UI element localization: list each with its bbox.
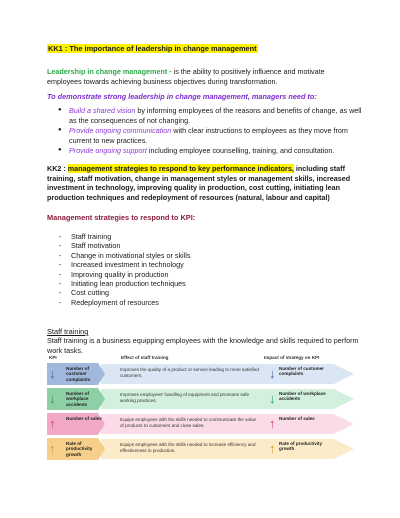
impact-cell [265,388,335,410]
up-arrow-icon: ↑ [269,441,276,456]
demonstrate-heading: To demonstrate strong leadership in change management, managers need to: [47,92,317,101]
leadership-definition-text: - is the ability to positively influence and motivate employees towards achieving business objectives during transformation. [47,67,325,86]
up-arrow-icon: ↑ [49,441,56,456]
impact-cell [265,438,335,460]
effect-text: Improves employees' handling of equipment and promotes safe working practices. [120,392,250,403]
up-arrow-icon: ↑ [269,416,276,431]
impact-label: Number of sales [279,416,315,421]
kk2-paragraph [47,164,367,202]
list-item: - Increased investment in technology [59,260,184,270]
table-row [47,438,354,460]
list-item: - Initiating lean production techniques [59,279,186,289]
leadership-definition [47,67,357,86]
impact-cell [265,363,335,385]
kk2-highlight: management strategies to respond to key performance indicators, [67,164,294,173]
table-row [47,363,354,385]
up-arrow-icon: ↑ [49,416,56,431]
table-header-impact: Impact of strategy on KPI [264,355,320,360]
bullet-icon: ● [58,107,62,113]
list-item: - Staff training [59,232,112,241]
impact-cell [265,413,335,435]
bullet-highlight: Provide ongoing support [69,145,147,155]
effect-text: Equips employees with the skills needed to increase efficiency and effectiveness in production. [120,442,256,453]
down-arrow-icon: ↓ [49,366,56,381]
list-item: - Cost cutting [59,288,109,298]
bullet-highlight: Provide ongoing communication [69,125,172,135]
kk2-label: KK2 : [47,164,66,173]
effect-text: Equips employees with the skills needed to communicate the value of products to customers and close sales. [120,417,257,428]
leadership-bullet-list [47,106,362,156]
table-header-effect: Effect of staff training [121,355,169,360]
bullet-text: with clear instructions to employees as they move from current to new practices. [69,125,348,145]
kpi-label: Rate of productivity growth [66,441,93,457]
list-item: - Change in motivational styles or skills [59,250,191,260]
impact-label: Number of workplace accidents [279,391,326,402]
table-row [47,388,354,410]
strategies-heading: Management strategies to respond to KPI: [47,213,196,222]
down-arrow-icon: ↓ [269,391,276,406]
list-item: - Staff motivation [59,241,121,251]
kpi-label: Number of customer complaints [66,366,91,382]
table-row [47,413,354,435]
bullet-text: by informing employees of the reasons and benefits of change, as well as the consequences of not changing. [69,106,362,125]
bullet-text: including employee counselling, training, and consultation. [146,145,335,155]
list-item: - Improving quality in production [59,269,169,279]
leadership-term: Leadership in change management [47,67,168,76]
list-item: - Redeployment of resources [59,297,159,307]
strategies-list [47,232,190,307]
bullet-icon: ● [58,146,62,153]
list-item [47,146,362,156]
effect-text: Improves the quality of a product or service leading to more satisfied customers. [120,367,259,378]
impact-label: Number of customer complaints [279,366,324,377]
bullet-highlight: Build a shared vision [69,106,136,115]
staff-training-heading: Staff training [47,327,89,336]
bullet-icon: ● [58,126,62,133]
impact-label: Rate of productivity growth [279,441,323,452]
kk1-heading: KK1 : The importance of leadership in change management [48,44,257,53]
table-header-kpi: KPI [49,355,57,360]
down-arrow-icon: ↓ [49,391,56,406]
kk2-text: including staff training, staff motivation, change in management styles or management skills, increased investment in technology, improving quality in production, cost cutting, initiating lean production techniques and redeployment of resources (natural, labour and capital) [47,164,351,202]
down-arrow-icon: ↓ [269,366,276,381]
kpi-label: Number of workplace accidents [66,391,89,407]
list-item [47,126,362,145]
staff-training-body: Staff training is a business equipping employees with the knowledge and skills required to perform work tasks. [47,336,359,355]
list-item [47,106,362,125]
kpi-label: Number of sales [66,416,102,421]
